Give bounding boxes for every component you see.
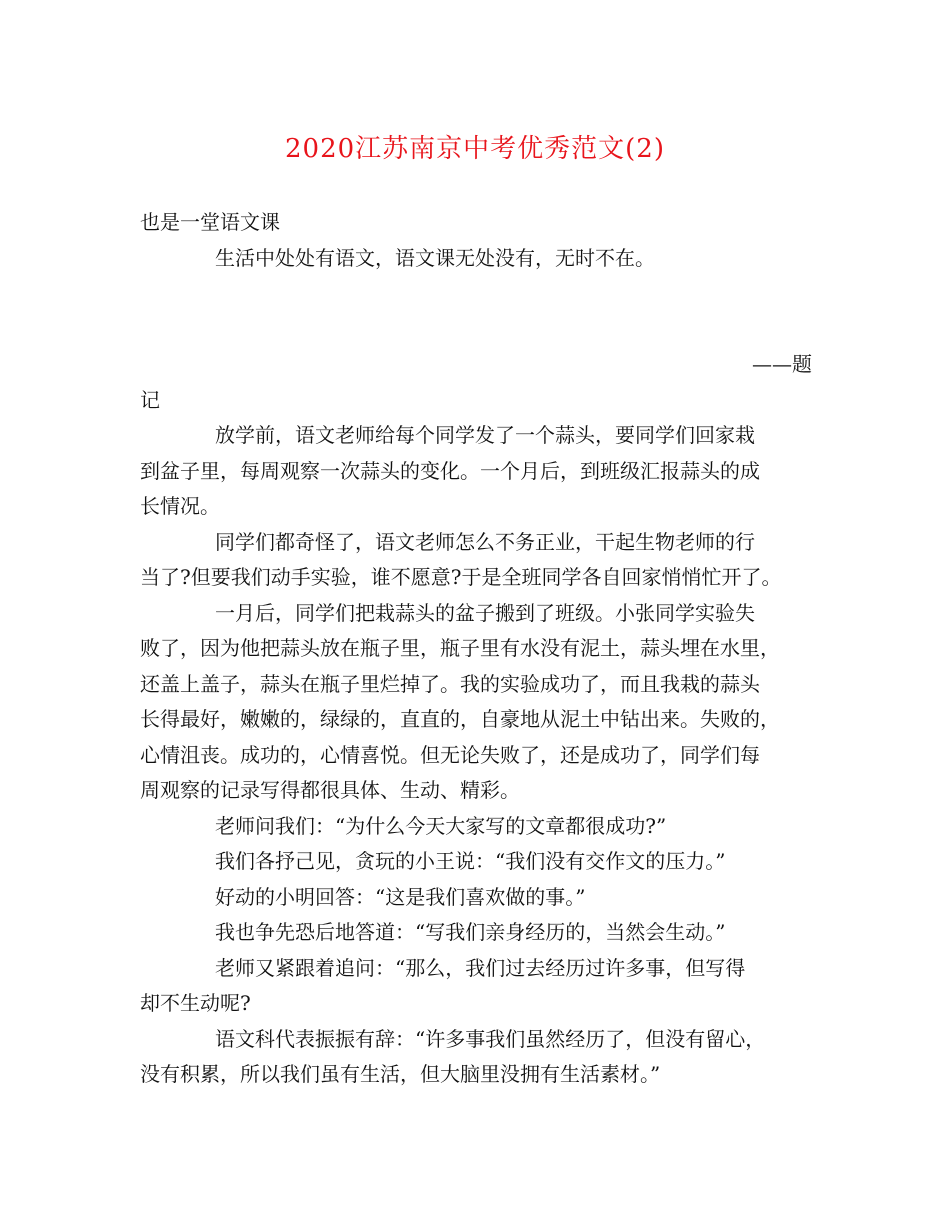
essay-subtitle: 也是一堂语文课 xyxy=(140,210,280,234)
paragraph-line: 我们各抒己见，贪玩的小王说：“我们没有交作文的压力。” xyxy=(215,849,726,873)
paragraph-line: 没有积累，所以我们虽有生活，但大脑里没拥有生活素材。” xyxy=(140,1062,661,1086)
paragraph-line: 我也争先恐后地答道：“写我们亲身经历的，当然会生动。” xyxy=(215,920,726,944)
paragraph-line: 语文科代表振振有辞：“许多事我们虽然经历了，但没有留心， xyxy=(215,1026,766,1051)
epigraph-text: 生活中处处有语文，语文课无处没有，无时不在。 xyxy=(215,245,655,270)
paragraph xyxy=(140,844,812,880)
paragraph-line: 周观察的记录写得都很具体、生动、精彩。 xyxy=(140,778,520,802)
epigraph-attribution-continued: 记 xyxy=(140,387,160,412)
blank-space xyxy=(140,276,812,347)
paragraph-line: 长情况。 xyxy=(140,494,220,518)
paragraph-line: 到盆子里，每周观察一次蒜头的变化。一个月后，到班级汇报蒜头的成 xyxy=(140,458,760,483)
paragraph xyxy=(140,809,812,845)
paragraph xyxy=(140,915,812,951)
paragraph xyxy=(140,1022,812,1093)
document-body xyxy=(140,205,812,1093)
epigraph-attribution: ——题 xyxy=(752,352,812,376)
paragraph-line: 老师问我们：“为什么今天大家写的文章都很成功?” xyxy=(215,813,667,838)
paragraph-line: 还盖上盖子，蒜头在瓶子里烂掉了。我的实验成功了，而且我栽的蒜头 xyxy=(140,671,760,696)
paragraph-line: 一月后，同学们把栽蒜头的盆子搬到了班级。小张同学实验失 xyxy=(215,600,755,625)
document-title: 2020江苏南京中考优秀范文(2) xyxy=(285,134,665,164)
paragraph xyxy=(140,596,812,809)
paragraph-line: 心情沮丧。成功的，心情喜悦。但无论失败了，还是成功了，同学们每 xyxy=(140,742,760,767)
paragraph-list xyxy=(140,418,812,1093)
paragraph xyxy=(140,951,812,1022)
paragraph-line: 却不生动呢? xyxy=(140,991,251,1015)
paragraph-line: 好动的小明回答：“这是我们喜欢做的事。” xyxy=(215,884,586,909)
paragraph-line: 老师又紧跟着追问：“那么，我们过去经历过许多事，但写得 xyxy=(215,955,746,980)
paragraph-line: 长得最好，嫩嫩的，绿绿的，直直的，自豪地从泥土中钻出来。失败的， xyxy=(140,707,780,731)
paragraph-line: 败了，因为他把蒜头放在瓶子里，瓶子里有水没有泥土，蒜头埋在水里， xyxy=(140,636,780,660)
paragraph-line: 同学们都奇怪了，语文老师怎么不务正业，干起生物老师的行 xyxy=(215,529,755,554)
paragraph-line: 当了?但要我们动手实验，谁不愿意?于是全班同学各自回家悄悄忙开了。 xyxy=(140,565,782,589)
paragraph xyxy=(140,418,812,525)
paragraph xyxy=(140,880,812,916)
paragraph xyxy=(140,525,812,596)
paragraph-line: 放学前，语文老师给每个同学发了一个蒜头，要同学们回家栽 xyxy=(215,423,755,447)
